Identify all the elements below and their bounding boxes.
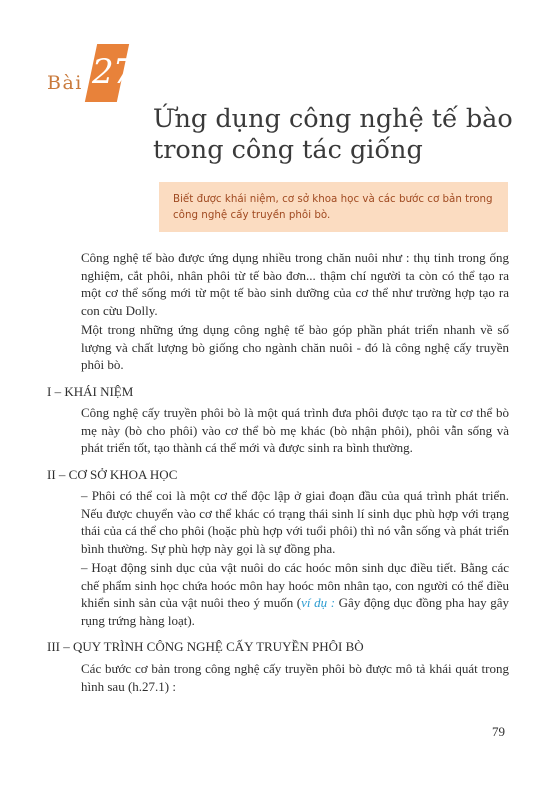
- lesson-title: [153, 104, 533, 166]
- lesson-number: 27: [92, 52, 134, 92]
- title-line-1: Ứng dụng công nghệ tế bào: [153, 104, 513, 134]
- section-3-paragraph: Các bước cơ bản trong công nghệ cấy truyền phôi bò được mô tả khái quát trong hình sau (h.27.1) :: [81, 661, 509, 694]
- section-2-heading: II – CƠ SỞ KHOA HỌC: [47, 467, 178, 482]
- section-2-paragraph-2: [81, 559, 509, 629]
- section-2-paragraph-1: – Phôi có thể coi là một cơ thể độc lập ở giai đoạn đầu của quá trình phát triển. Nếu được chuyển vào cơ thể khác có trạng thái sinh lí sinh dục phù hợp với trạng thái của cá thể cho phôi (hoặc phù hợp với tuổi phôi) thì nó vẫn sống và phát triển bình thường. Sự phù hợp này gọi là sự đồng pha.: [81, 488, 509, 556]
- intro-paragraph-1: Công nghệ tế bào được ứng dụng nhiều trong chăn nuôi như : thụ tinh trong ống nghiệm, cắt phôi, nhân phôi từ tế bào đơn... thậm chí người ta còn có thể tạo ra một cơ thể sống mới từ một tế bào sinh dưỡng của cơ thể như trường hợp tạo ra con cừu Dolly.: [81, 250, 509, 318]
- section-1-heading: I – KHÁI NIỆM: [47, 384, 134, 399]
- example-label: ví dụ :: [301, 595, 336, 610]
- section-3-heading: III – QUY TRÌNH CÔNG NGHỆ CẤY TRUYỀN PHÔI BÒ: [47, 639, 364, 654]
- section-1-paragraph: Công nghệ cấy truyền phôi bò là một quá trình đưa phôi được tạo ra từ cơ thể bò mẹ này (bò cho phôi) vào cơ thể bò mẹ khác (bò nhận phôi), phôi vẫn sống và phát triển tốt, tạo thành cá thể mới và được sinh ra bình thường.: [81, 405, 509, 455]
- page-number: 79: [492, 724, 505, 739]
- title-line-2: trong công tác giống: [153, 135, 423, 165]
- intro-paragraph-2: Một trong những ứng dụng công nghệ tế bào góp phần phát triển nhanh về số lượng và chất lượng bò giống cho ngành chăn nuôi - đó là công nghệ cấy truyền phôi bò.: [81, 322, 509, 372]
- paragraph-text: Gây động dục đồng pha hay gây rụng trứng hàng loạt).: [81, 595, 509, 628]
- paragraph-text: – Hoạt động sinh dục của vật nuôi do các hoóc môn sinh dục điều tiết. Bằng các chế phẩm sinh học chứa hoóc môn hay hoóc môn nhân tạo, con người có thể điều khiển sinh sản của vật nuôi theo ý muốn (: [81, 560, 509, 610]
- lesson-label: Bài: [47, 72, 83, 94]
- goal-text: Biết được khái niệm, cơ sở khoa học và các bước cơ bản trong công nghệ cấy truyền phôi bò.: [173, 193, 493, 221]
